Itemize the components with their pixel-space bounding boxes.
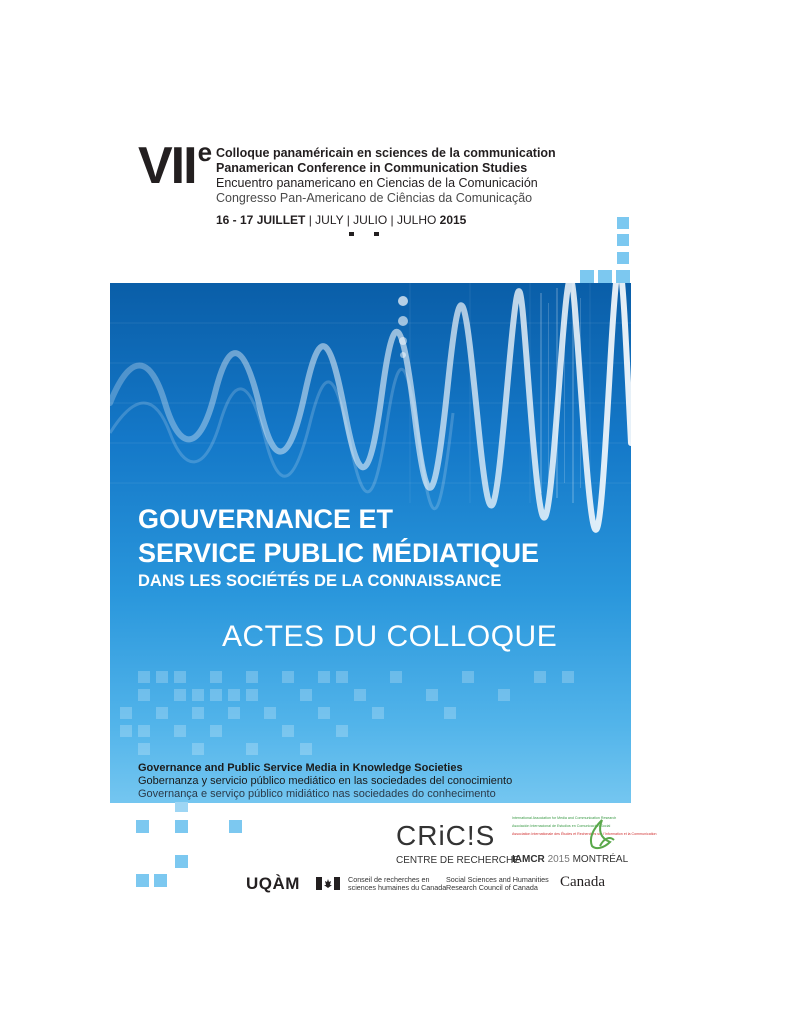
edition-numeral: VIIe xyxy=(138,137,213,195)
decor-square xyxy=(598,270,612,284)
decor-square xyxy=(229,820,242,833)
decor-square xyxy=(175,802,188,812)
uqam-logo: UQÀM xyxy=(246,874,300,893)
subtitle-pt: Governança e serviço público midiático nas sociedades do conhecimento xyxy=(138,788,496,800)
decor-square xyxy=(616,270,630,284)
iamcr-logo: IAMCR 2015 MONTRÉAL xyxy=(512,854,629,865)
conference-name-pt: Congresso Pan-Americano de Ciências da Comunicação xyxy=(216,191,533,205)
iamcr-line-fr: Association Internationale des Études et Recherches sur l'Information et la Communication xyxy=(512,832,657,836)
decor-square xyxy=(175,855,188,868)
decor-dash xyxy=(374,232,379,236)
iamcr-line-en: International Association for Media and Communication Research xyxy=(512,816,617,820)
edition-suffix: e xyxy=(197,137,213,167)
decor-square xyxy=(617,217,629,229)
crsh-name: Conseil de recherches en sciences humaines du Canada xyxy=(348,875,447,892)
decor-square xyxy=(136,874,149,887)
decor-square xyxy=(175,820,188,833)
decor-square xyxy=(617,234,629,246)
conference-dates: 16 - 17 JUILLET | JULY | JULIO | JULHO 2015 xyxy=(216,213,467,227)
subtitle-en: Governance and Public Service Media in Knowledge Societies xyxy=(138,762,463,774)
cover-title-line-3: DANS LES SOCIÉTÉS DE LA CONNAISSANCE xyxy=(138,572,502,590)
canada-wordmark: Canada xyxy=(560,874,605,890)
decor-square xyxy=(136,820,149,833)
decor-square xyxy=(580,270,594,284)
cricis-logo: CRiC!S xyxy=(396,820,496,851)
conference-name-fr: Colloque panaméricain en sciences de la communication xyxy=(216,146,556,160)
canada-flag-icon xyxy=(316,877,340,890)
decor-dash xyxy=(349,232,354,236)
cover-title-line-1: GOUVERNANCE ET xyxy=(138,504,394,534)
iamcr-line-es: Asociación Internacional de Estudios en Comunicación Social xyxy=(512,824,611,828)
sshrc-name: Social Sciences and Humanities Research Council of Canada xyxy=(446,875,549,892)
conference-name-en: Panamerican Conference in Communication Studies xyxy=(216,161,528,175)
proceedings-heading: ACTES DU COLLOQUE xyxy=(222,620,558,653)
conference-name-es: Encuentro panamericano en Ciencias de la Comunicación xyxy=(216,176,538,190)
subtitle-es: Gobernanza y servicio público mediático en las sociedades del conocimiento xyxy=(138,775,513,787)
decor-square xyxy=(617,252,629,264)
decor-square xyxy=(154,874,167,887)
cover-title-line-2: SERVICE PUBLIC MÉDIATIQUE xyxy=(138,538,540,568)
iamcr-emblem-icon xyxy=(586,816,616,852)
cricis-subtitle: CENTRE DE RECHERCHE xyxy=(396,855,520,866)
